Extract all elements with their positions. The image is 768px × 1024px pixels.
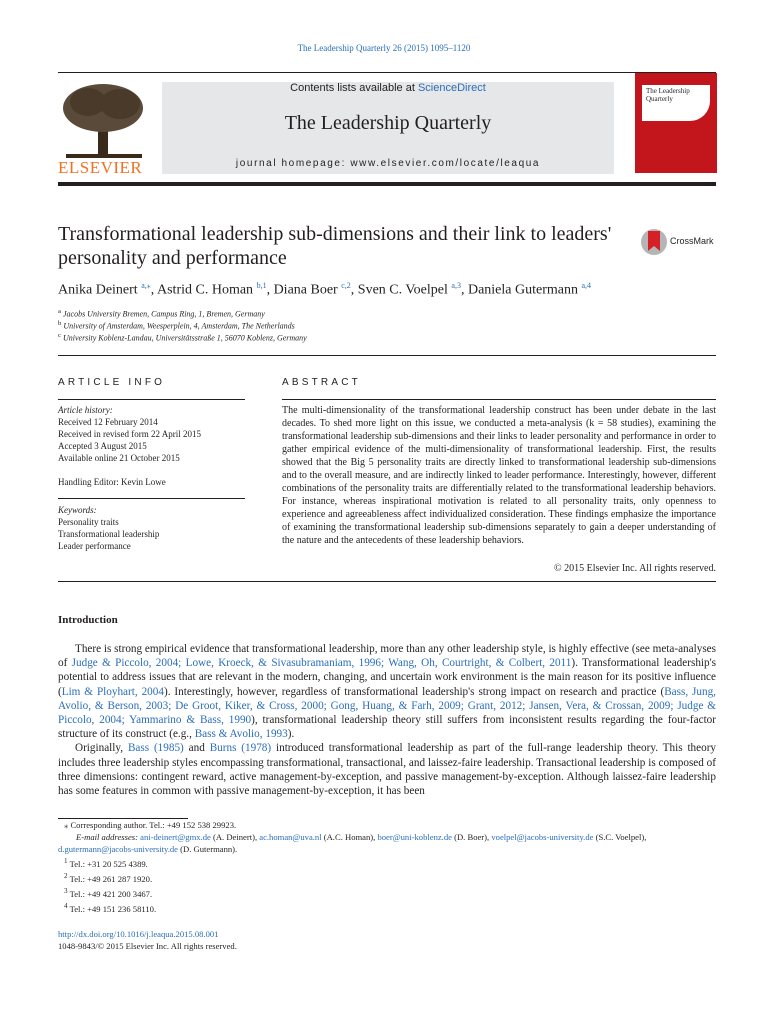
author-separator: ,: [350, 282, 358, 298]
tel-text: Tel.: +49 261 287 1920.: [67, 873, 153, 884]
introduction-heading: Introduction: [58, 614, 118, 626]
history-label: Article history:: [58, 405, 113, 415]
keywords-label: Keywords:: [58, 505, 97, 515]
body-text: Originally,: [75, 742, 128, 755]
email-owner: (D. Gutermann).: [178, 844, 238, 854]
affiliation-text: University of Amsterdam, Weesperplein, 4, Amsterdam, The Netherlands: [63, 321, 295, 331]
cover-title: The Leadership Quarterly: [646, 87, 690, 103]
top-rule: [58, 72, 716, 73]
email-owner: (A.C. Homan),: [321, 832, 378, 842]
author-affiliation-mark[interactable]: c,2: [341, 281, 351, 290]
history-received: Received 12 February 2014: [58, 417, 158, 427]
abstract-rule: [282, 399, 716, 400]
paragraph: [58, 741, 716, 798]
citation-link[interactable]: Bass, Jung, Avolio, & Berson, 2003; De Groot, Kiker, & Cross, 2000; Gong, Huang, & Farh, 2009; Grant, 2012; Jansen, Vera, & Crossan, 2009; Judge & Piccolo, 2004; Yammarino & Bass, 1990: [58, 685, 716, 727]
crossmark-badge[interactable]: [640, 226, 720, 258]
journal-cover: [635, 73, 717, 173]
author-separator: ,: [150, 282, 157, 298]
affiliation-mark: c: [58, 332, 61, 339]
tel-footnote: [64, 870, 156, 885]
introduction-body: [58, 642, 716, 798]
tel-footnote: [64, 900, 156, 915]
contents-line: [162, 82, 614, 94]
email-link[interactable]: voelpel@jacobs-university.de: [491, 832, 594, 842]
affiliation-text: University Koblenz-Landau, Universitätsstraße 1, 56070 Koblenz, Germany: [62, 333, 307, 343]
crossmark-icon: [640, 226, 668, 258]
keyword-item: Leader performance: [58, 541, 131, 551]
citation-link[interactable]: Burns (1978): [209, 742, 272, 755]
history-online: Available online 21 October 2015: [58, 453, 180, 463]
citation-link[interactable]: Lim & Ployhart, 2004: [61, 685, 164, 698]
footnote-mark: 1: [64, 857, 68, 865]
affiliation-b: [58, 320, 295, 331]
journal-title: The Leadership Quarterly: [284, 112, 492, 134]
keywords: [58, 504, 159, 552]
keywords-rule: [58, 498, 245, 499]
affiliation-rule: [58, 355, 716, 356]
handling-editor: Handling Editor: Kevin Lowe: [58, 477, 166, 487]
body-text: ). Transformational leadership's potential to address issues that are relevant in the modern, changing, and uncertain work environment is the main reason for its positive influence (: [58, 657, 716, 698]
contents-prefix: Contents lists available at: [290, 82, 418, 94]
elsevier-logo: [58, 80, 154, 178]
history-accepted: Accepted 3 August 2015: [58, 441, 147, 451]
journal-homepage[interactable]: journal homepage: www.elsevier.com/locate/leaqua: [235, 158, 541, 169]
corresponding-text: Corresponding author. Tel.: +49 152 538 29923.: [70, 820, 237, 830]
abstract-heading: ABSTRACT: [282, 377, 361, 388]
doi-link[interactable]: [58, 929, 219, 939]
article-title: Transformational leadership sub-dimensions and their link to leaders' personality and performance: [58, 223, 612, 269]
body-text: There is strong empirical evidence that transformational leadership, more than any other leadership style, is highly effective (see meta-analyses of: [58, 643, 716, 670]
email-owner: (A. Deinert),: [210, 832, 260, 842]
body-text: and: [183, 742, 210, 755]
sciencedirect-link[interactable]: ScienceDirect: [417, 82, 486, 94]
tel-text: Tel.: +31 20 525 4389.: [67, 858, 148, 869]
tel-footnote: [64, 885, 156, 900]
email-link[interactable]: boer@uni-koblenz.de: [377, 832, 452, 842]
author-list: [58, 281, 738, 299]
body-text: ). Interestingly, however, regardless of transformational leadership's strong impact on research and practice (: [163, 685, 665, 698]
paragraph: [58, 642, 716, 741]
author-affiliation-mark[interactable]: a,3: [451, 281, 461, 290]
author-name: Anika Deinert: [58, 282, 142, 298]
author-name: Astrid C. Homan: [157, 282, 257, 298]
article-info-heading: ARTICLE INFO: [58, 377, 166, 388]
author-name: Daniela Gutermann: [467, 282, 582, 298]
email-link[interactable]: ac.homan@uva.nl: [259, 832, 322, 842]
author-separator: ,: [460, 282, 468, 298]
footnote-mark: 4: [64, 901, 68, 910]
author-affiliation-mark[interactable]: b,1: [256, 281, 267, 290]
keyword-item: Transformational leadership: [58, 529, 160, 539]
crossmark-label: CrossMark: [670, 236, 714, 246]
header-thick-rule: [58, 182, 716, 186]
abstract-bottom-rule: [58, 581, 716, 582]
email-owner: (D. Boer),: [451, 832, 492, 842]
footnote-emails: [58, 831, 718, 855]
author-name: Diana Boer: [273, 282, 342, 298]
affiliation-text: Jacobs University Bremen, Campus Ring, 1, Bremen, Germany: [62, 309, 265, 319]
email-owner: (S.C. Voelpel),: [593, 832, 647, 842]
email-label: E-mail addresses:: [76, 832, 141, 842]
author-name: Sven C. Voelpel: [357, 282, 452, 298]
body-text: ).: [287, 728, 295, 741]
keyword-item: Personality traits: [58, 517, 119, 527]
email-link[interactable]: ani-deinert@gmx.de: [140, 832, 211, 842]
citation-link[interactable]: Bass (1985): [127, 742, 184, 755]
tel-text: Tel.: +49 421 200 3467.: [67, 888, 153, 899]
author-affiliation-mark[interactable]: a,4: [581, 281, 592, 290]
cover-label-box: [642, 85, 710, 121]
article-info-rule: [58, 399, 245, 400]
footnote-mark: 2: [64, 871, 68, 880]
footnote-mark: 3: [64, 886, 68, 895]
elsevier-wordmark: ELSEVIER: [58, 158, 143, 177]
footnote-corresponding: ⁎ Corresponding author. Tel.: +49 152 538 29923.: [64, 820, 237, 830]
affiliation-mark: a: [58, 308, 61, 315]
issn-line: 1048-9843/© 2015 Elsevier Inc. All rights reserved.: [58, 941, 237, 951]
affiliation-mark: b: [58, 320, 62, 327]
body-text: introduced transformational leadership as part of the full-range leadership theory. This theory includes three leadership styles encompassing transformational, transactional, and laissez-faire leadership. Transactional leadership is composed of three dimensions: contingent reward, active management-by-exception, and passive management-by-exception. Although laissez-faire leadership has some features in common with passive management-by-exception, it has been: [58, 742, 717, 798]
article-history: [58, 404, 201, 464]
citation-link[interactable]: Bass & Avolio, 1993: [194, 728, 288, 741]
affiliation-a: [58, 308, 265, 319]
tel-text: Tel.: +49 151 236 58110.: [67, 903, 157, 914]
journal-citation[interactable]: The Leadership Quarterly 26 (2015) 1095–1120: [297, 43, 471, 53]
citation-link[interactable]: Judge & Piccolo, 2004; Lowe, Kroeck, & Sivasubramaniam, 1996; Wang, Oh, Courtright, & Colbert, 2011: [71, 657, 572, 670]
abstract-text: The multi-dimensionality of the transformational leadership construct has been under debate in the last decades. To shed more light on this issue, we conducted a meta-analysis (k = 58 studies), examining the transformational leadership sub-dimensions and their links to leader personality and performance in order to gather empirical evidence of the multi-dimensionality of transformational leadership. First, the results showed that the Big 5 personality traits are directly linked to transformational leadership sub-dimensions and to the overall measure, and are indirectly linked to leader performance. Interestingly, however, different combinations of the personality traits are differentially related to the transformational leadership behaviors. For instance, whereas inspirational motivation is related to all personality traits, only openness to experience and agreeableness affect individualized consideration. These findings emphasize the importance of examining the transformational leadership sub-dimensions separately to gain a deeper understanding of the nature and the antecedents of these leadership behaviors.: [282, 405, 716, 546]
footnote-tels: [64, 855, 156, 914]
affiliation-c: [58, 332, 307, 343]
tel-footnote: [64, 855, 156, 870]
body-text: ), transformational leadership theory still suffers from inconsistent results regarding the four-factor structure of its construct (e.g.,: [58, 714, 716, 741]
author-affiliation-mark[interactable]: a,⁎: [141, 281, 151, 290]
history-revised: Received in revised form 22 April 2015: [58, 429, 201, 439]
email-link[interactable]: d.gutermann@jacobs-university.de: [58, 844, 178, 854]
author-separator: ,: [266, 282, 274, 298]
abstract-copyright: © 2015 Elsevier Inc. All rights reserved.: [553, 563, 716, 574]
doi-text[interactable]: http://dx.doi.org/10.1016/j.leaqua.2015.08.001: [58, 929, 219, 939]
